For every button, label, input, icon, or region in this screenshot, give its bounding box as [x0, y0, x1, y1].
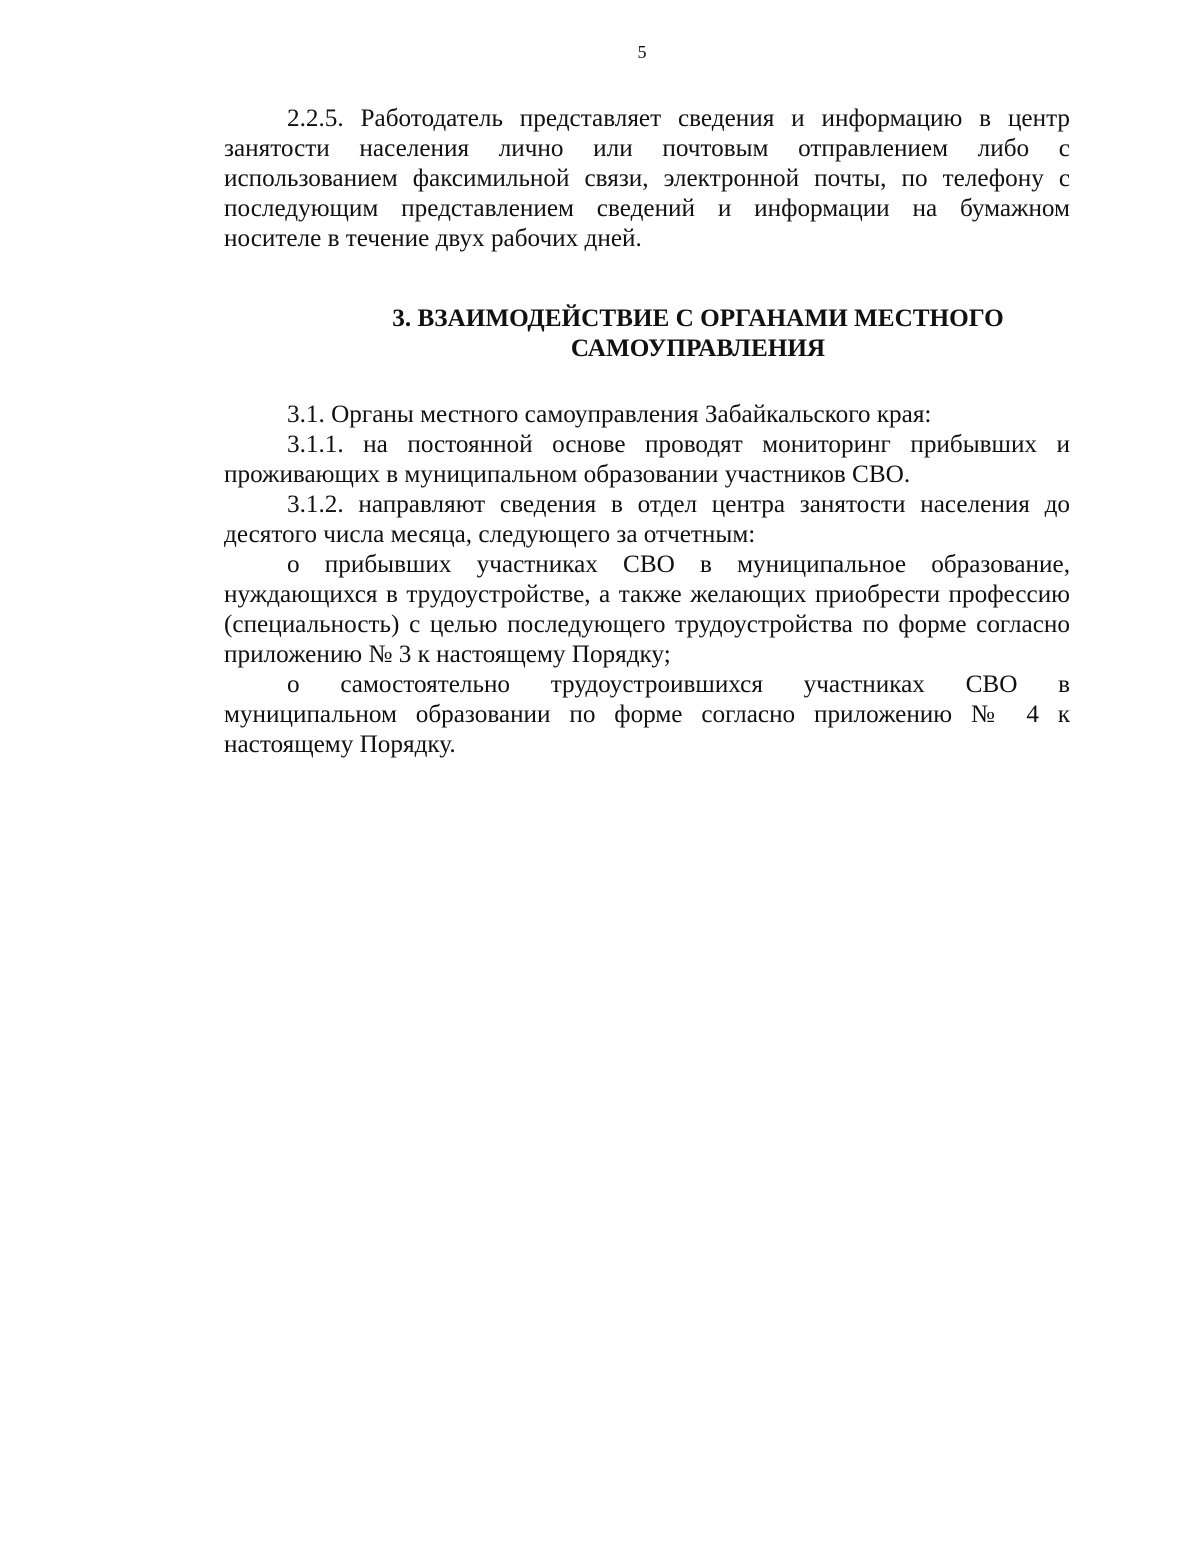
- paragraph-3-1-2: 3.1.2. направляют сведения в отдел центра занятости населения до десятого числа месяца, следующего за отчетным:: [224, 491, 1070, 548]
- paragraph-3-1-1: 3.1.1. на постоянной основе проводят мониторинг прибывших и проживающих в муниципальном образовании участников СВО.: [224, 431, 1070, 488]
- section-3-heading: [224, 304, 1070, 364]
- document-body: [224, 104, 1070, 760]
- paragraph-2-2-5: 2.2.5. Работодатель представляет сведения и информацию в центр занятости населения лично или почтовым отправлением либо с использованием факсимильной связи, электронной почты, по телефону с последующим представлением сведений и информации на бумажном носителе в течение двух рабочих дней.: [224, 105, 1070, 252]
- paragraph-3-1: 3.1. Органы местного самоуправления Забайкальского края:: [287, 401, 932, 428]
- list-item-arrived-participants: о прибывших участниках СВО в муниципальное образование, нуждающихся в трудоустройстве, а также желающих приобрести профессию (специальность) с целью последующего трудоустройства по форме согласно приложению № 3 к настоящему Порядку;: [224, 551, 1070, 668]
- section-3-heading-line-2: САМОУПРАВЛЕНИЯ: [570, 335, 826, 362]
- page-number: 5: [637, 42, 647, 62]
- section-3-heading-line-1: 3. ВЗАИМОДЕЙСТВИЕ С ОРГАНАМИ МЕСТНОГО: [392, 305, 1004, 332]
- list-item-self-employed-participants: о самостоятельно трудоустроившихся участниках СВО в муниципальном образовании по форме согласно приложению № 4 к настоящему Порядку.: [224, 671, 1070, 758]
